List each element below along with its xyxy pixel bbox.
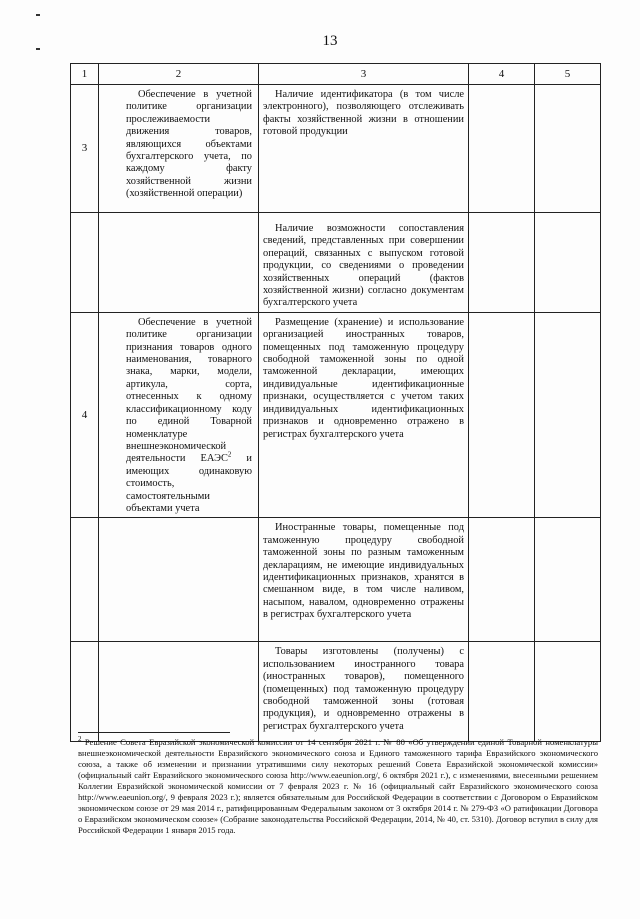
header-cell: 4: [469, 64, 535, 85]
row-criterion: Наличие идентификатора (в том числе электронного), позволяющего отслеживать факты хозяйственной жизни в отношении готовой продукции: [259, 85, 469, 213]
footnote-ref: 2: [227, 450, 232, 459]
row-cell-4: [469, 213, 535, 313]
row-cell-4: [469, 85, 535, 213]
table-row: [71, 518, 601, 642]
footnote: [78, 737, 598, 836]
row-cell-4: [469, 642, 535, 742]
table-header-row: [71, 64, 601, 85]
row-cell-5: [535, 642, 601, 742]
row-number: 3: [71, 85, 99, 213]
row-cell-4: [469, 518, 535, 642]
row-number: [71, 518, 99, 642]
row-cell-5: [535, 518, 601, 642]
table-row: [71, 312, 601, 518]
table-row: [71, 213, 601, 313]
row-criterion: Размещение (хранение) и использование организацией иностранных товаров, помещенных под таможенную процедуру свободной таможенной зоны по одной таможенной декларации, имеющих индивидуальные идентификационные признаки, осуществляется с учетом таких индивидуальных идентификационных признаков и одновременно отражено в регистрах бухгалтерского учета: [259, 312, 469, 518]
footnote-separator: [78, 732, 230, 733]
row-requirement: Обеспечение в учетной политике организации прослеживаемости движения товаров, являющихся объектами бухгалтерского учета, по каждому факту хозяйственной жизни (хозяйственной операции): [99, 85, 259, 213]
row-number: 4: [71, 312, 99, 518]
row-criterion: Иностранные товары, помещенные под таможенную процедуру свободной таможенной зоны по разным таможенным декларациям, не имеющие индивидуальных идентификационных признаков, хранятся в смешанном виде, в том числе наливом, насыпом, навалом, одновременно отражены в регистрах бухгалтерского учета: [259, 518, 469, 642]
row-cell-5: [535, 312, 601, 518]
row-cell-5: [535, 213, 601, 313]
row-criterion: Наличие возможности сопоставления сведений, представленных при совершении операций, связанных с выпуском готовой продукции, со сведениями о проведении хозяйственных операций (фактов хозяйственной жизни) согласно документам бухгалтерского учета: [259, 213, 469, 313]
footnote-marker: 2: [78, 735, 82, 744]
row-requirement: [99, 312, 259, 518]
row-cell-5: [535, 85, 601, 213]
row-number: [71, 642, 99, 742]
row-criterion: Товары изготовлены (получены) с использованием иностранного товара (иностранных товаров), помещенного (помещенных) под таможенную процедуру свободной таможенной зоны (готовая продукция), и одновременно отражены в регистрах бухгалтерского учета: [259, 642, 469, 742]
row-cell-4: [469, 312, 535, 518]
page-number: 13: [322, 33, 338, 49]
scan-mark: [36, 14, 40, 16]
row-requirement: [99, 642, 259, 742]
header-cell: 2: [99, 64, 259, 85]
row-requirement: [99, 518, 259, 642]
table-row: [71, 642, 601, 742]
header-cell: 3: [259, 64, 469, 85]
table-row: [71, 85, 601, 213]
row-requirement: [99, 213, 259, 313]
requirement-text-tail: и имеющих одинаковую стоимость, самостоятельными объектами учета: [126, 453, 252, 514]
requirements-table: [70, 63, 601, 742]
header-cell: 1: [71, 64, 99, 85]
footnote-text: Решение Совета Евразийской экономической комиссии от 14 сентября 2021 г. № 80 «Об утверждении единой Товарной номенклатуры внешнеэкономической деятельности Евразийского экономического союза и Единого таможенного тарифа Евразийского экономического союза, а также об изменении и признании утратившими силу некоторых решений Совета Евразийской экономической комиссии» (официальный сайт Евразийского экономического союза http://www.eaeunion.org/, 6 октября 2021 г.), с изменениями, внесенными решением Коллегии Евразийской экономической комиссии от 7 февраля 2023 г. № 16 (официальный сайт Евразийского экономического союза http://www.eaeunion.org/, 9 февраля 2023 г.); является обязательным для Российской Федерации в соответствии с Договором о Евразийском экономическом союзе от 29 мая 2014 г., ратифицированным Федеральным законом от 3 октября 2014 г. № 279-ФЗ «О ратификации Договора о Евразийском экономическом союзе» (Собрание законодательства Российской Федерации, 2014, № 40, ст. 5310). Договор вступил в силу для Российской Федерации 1 января 2015 года.: [78, 737, 598, 835]
requirement-text: Обеспечение в учетной политике организации признания товаров одного наименования, товарного знака, марки, модели, артикула, сорта, отнесенных к одному классификационному коду по единой Товарной номенклатуре внешнеэкономической деятельности ЕАЭС: [126, 316, 252, 465]
row-number: [71, 213, 99, 313]
header-cell: 5: [535, 64, 601, 85]
